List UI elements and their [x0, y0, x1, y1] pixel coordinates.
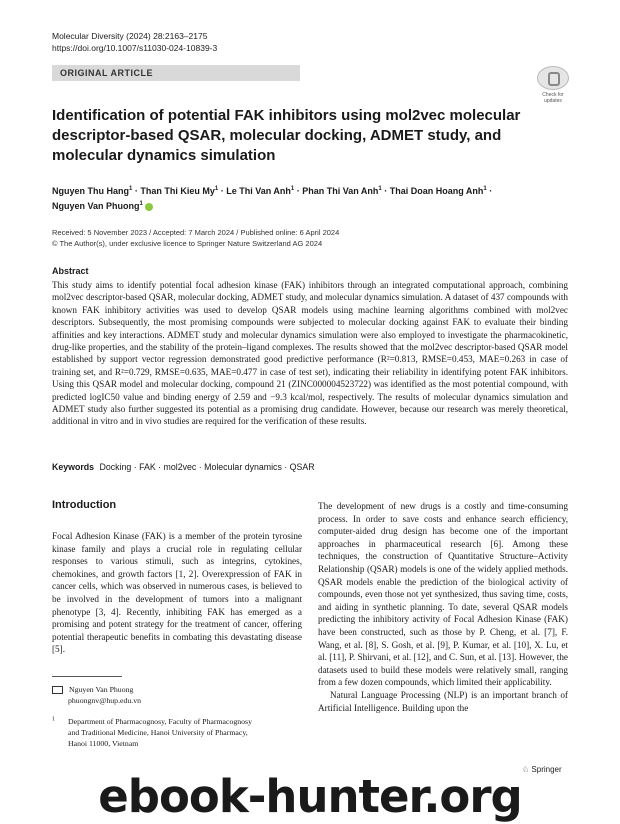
abstract-heading: Abstract: [52, 266, 89, 276]
paragraph: Natural Language Processing (NLP) is an important branch of Artificial Intelligence. Building upon the: [318, 689, 568, 713]
author[interactable]: Nguyen Van Phuong$^1$: [52, 201, 143, 211]
body-text-right-column: [318, 500, 568, 714]
section-heading-introduction: Introduction: [52, 499, 117, 511]
author[interactable]: Nguyen Thu Hang$^1$: [52, 186, 133, 196]
orcid-icon[interactable]: [145, 203, 153, 211]
body-text-left-column: Focal Adhesion Kinase (FAK) is a member of the protein tyrosine kinase family and plays a crucial role in regulating cellular responses to various stimuli, such as integrins, cytokines, chemokines, and growth factors [1, 2]. Overexpression of FAK in cancer cells, which was observed in numerous cases, is believed to be involved in the development of tumors into a malignant phenotype [3, 4]. Recently, inhibiting FAK has emerged as a promising and potent strategy for the treatment of cancer, offering potential therapeutic benefits in combating this devastating disease [5].: [52, 531, 302, 655]
author[interactable]: Phan Thi Van Anh$^1$: [302, 186, 382, 196]
journal-doi[interactable]: https://doi.org/10.1007/s11030-024-10839-3: [52, 43, 218, 53]
paragraph: The development of new drugs is a costly and time-consuming process. In order to save costs and enhance search efficiency, computer-aided drug design has become one of the important approaches in pharmaceutical research [6]. Among these techniques, the construction of Quantitative Structure–Activity Relationship (QSAR) models is one of the widely applied methods. QSAR models enable the prediction of the biological activity of compounds, even those not yet synthesized, thus saving time, costs, and aiding in synthetic planning. To date, several QSAR models predicting the inhibitory activity of Focal Adhesion Kinase (FAK) have been constructed, such as those by P. Cheng, et al. [7], F. Wang, et al. [8], S. Gosh, et al. [9], P. Kumar, et al. [10], X. Lu, et al. [11], P. Shirvani, et al. [12], and C. Sun, et al. [13]. However, the datasets used to build these models were relatively small, ranging from a few dozen compounds, which limited their applicability.: [318, 501, 568, 688]
keywords-list: Docking · FAK · mol2vec · Molecular dynamics · QSAR: [99, 462, 315, 472]
correspondence-name: Nguyen Van Phuong: [69, 685, 134, 694]
author[interactable]: Than Thi Kieu My$^1$: [140, 186, 219, 196]
dates-line: Received: 5 November 2023 / Accepted: 7 March 2024 / Published online: 6 April 2024: [52, 228, 340, 237]
correspondence-footnote: [52, 684, 141, 706]
affiliation-footnote: [52, 714, 252, 749]
publication-dates: [52, 227, 339, 249]
journal-header: [52, 30, 217, 54]
envelope-icon: [52, 686, 63, 694]
article-title: Identification of potential FAK inhibitors using mol2vec molecular descriptor-based QSAR, molecular docking, ADMET study, and molecular dynamics simulation: [52, 107, 521, 164]
keywords-label: Keywords: [52, 462, 95, 472]
check-updates-label: Check for updates: [542, 92, 564, 104]
author[interactable]: Thai Doan Hoang Anh$^1$: [389, 186, 487, 196]
watermark: ebook-hunter.org: [98, 770, 522, 823]
affiliation-number: 1: [52, 716, 55, 722]
affiliation-line: Department of Pharmacognosy, Faculty of Pharmacognosy: [68, 716, 252, 726]
journal-citation: Molecular Diversity (2024) 28:2163–2175: [52, 31, 208, 41]
springer-horse-icon: ♘: [522, 765, 530, 774]
footnote-divider: [52, 676, 122, 677]
check-updates-icon: [537, 66, 569, 90]
affiliation-line: and Traditional Medicine, Hanoi University of Pharmacy,: [68, 727, 248, 737]
copyright-line: © The Author(s), under exclusive licence to Springer Nature Switzerland AG 2024: [52, 239, 323, 248]
affiliation-line: Hanoi 11000, Vietnam: [68, 738, 139, 748]
author[interactable]: Le Thi Van Anh$^1$: [226, 186, 295, 196]
abstract-text: This study aims to identify potential focal adhesion kinase (FAK) inhibitors through an integrated computational approach, combining mol2vec descriptor-based QSAR, molecular docking, ADMET study, and molecular dynamics simulation. A dataset of 437 compounds with known FAK inhibitory activities was used to develop QSAR models using machine learning algorithms combined with mol2vec descriptors. Subsequently, the most promising compounds were subjected to molecular docking against FAK to evaluate their binding affinities and key interactions. ADMET study and molecular dynamics simulation were also employed to investigate the pharmacokinetic, drug-like properties, and the stability of the protein–ligand complexes. The results showed that the mol2vec descriptor-based QSAR model established by support vector regression demonstrated good predictive performance (R²=0.813, RMSE=0.453, MAE=0.263 in case of training set, and R²=0.729, RMSE=0.635, MAE=0.477 in case of test set), indicating their reliability in identifying potent FAK inhibitors. Using this QSAR model and molecular docking, compound 21 (ZINC000004523722) was identified as the most potential compound, with predicted logIC50 value and binding energy of 2.59 and −9.3 kcal/mol, respectively. The results of molecular dynamics simulation and ADMET study also further suggested its potential as a promising drug candidate. However, because our research was merely theoretical, additional in vitro and in vivo studies are required for the verification of these results.: [52, 280, 568, 427]
check-for-updates-badge[interactable]: [536, 66, 570, 104]
article-type-banner: ORIGINAL ARTICLE: [52, 65, 300, 81]
publisher-name: Springer: [531, 765, 562, 774]
keywords: [52, 462, 315, 472]
correspondence-email[interactable]: phuongnv@hup.edu.vn: [68, 696, 142, 705]
author-list: Nguyen Thu Hang$^1$ · Than Thi Kieu $My^1 \cdot Le$ Thi Van Anh$^1$ · Phan Thi Van Anh$^1$ · Thai Doan Hoang Anh$^1$ · Nguyen Van Phuong$^1$: [52, 186, 493, 211]
